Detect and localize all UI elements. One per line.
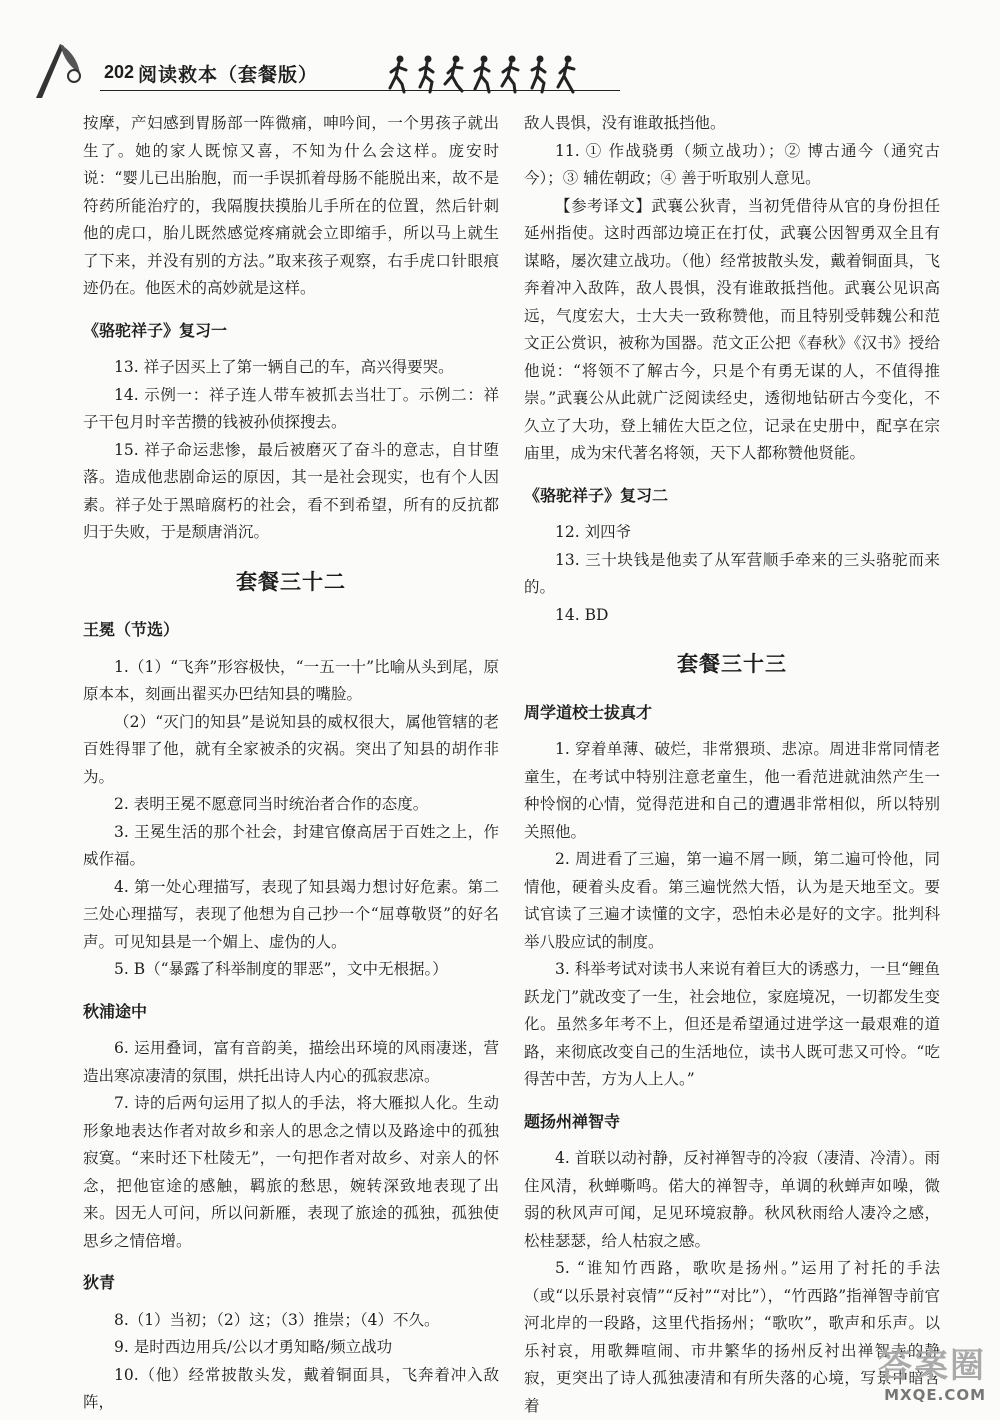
answer-paragraph: 12. 刘四爷 [555,523,632,541]
answer-paragraph: 13. 祥子因买上了第一辆自己的车，高兴得要哭。 [114,358,454,376]
answer-paragraph: 1. 穿着单薄、破烂，非常猥琐、悲凉。周进非常同情老童生，在考试中特别注意老童生，他一看范进就油然产生一种怜悯的心情，觉得范进和自己的遭遇非常相似，所以特别关照他。 [524,740,940,841]
set-title: 套餐三十三 [677,652,787,676]
section-heading: 题扬州禅智寺 [524,1111,621,1131]
answer-paragraph: 6. 运用叠词，富有音韵美，描绘出环境的风雨凄迷，营造出寒凉凄清的氛围，烘托出诗人内心的孤寂悲凉。 [83,1039,499,1085]
section-heading: 周学道校士拔真才 [524,702,653,722]
answer-paragraph: 10.（他）经常披散头发，戴着铜面具，飞奔着冲入敌阵， [83,1365,499,1411]
runner-icon [526,54,550,94]
runner-icon [470,54,494,94]
runner-icon [498,54,522,94]
answer-paragraph: 11. ① 作战骁勇（频立战功）；② 博古通今（通究古今）；③ 辅佐朝政；④ 善于听取别人意见。 [524,141,940,187]
left-column [83,110,499,1417]
answer-paragraph: 1.（1）“飞奔”形容极快，“一五一十”比喻从头到尾，原原本本，刻画出翟买办巴结知县的嘴脸。 [83,657,499,703]
answer-paragraph: 4. 第一处心理描写，表现了知县竭力想讨好危素。第二三处心理描写，表现了他想为自己抄一个“屈尊敬贤”的好名声。可见知县是一个媚上、虚伪的人。 [83,877,499,951]
answer-paragraph: 【参考译文】武襄公狄青，当初凭借待从官的身份担任延州指使。这时西部边境正在打仗，武襄公因智勇双全且有谋略，屡次建立战功。（他）经常披散头发，戴着铜面具，飞奔着冲入敌阵，敌人畏惧，没有谁敢抵挡他。武襄公见识高远，气度宏大，士大夫一致称赞他，而且特别受韩魏公和范文正公赏识，被称为国器。范文正公把《春秋》《汉书》授给他说：“将领不了解古今，只是个有勇无谋的人，不值得推崇。”武襄公从此就广泛阅读经史，透彻地钻研古今变化，不久立了大功，登上辅佐大臣之位，记录在史册中，配享在宗庙里，成为宋代著名将领，天下人都称赞他贤能。 [524,196,940,462]
answer-paragraph: 3. 王冕生活的那个社会，封建官僚高居于百姓之上，作威作福。 [83,822,499,868]
section-heading: 《骆驼祥子》复习二 [524,485,669,505]
runners-decoration [386,54,586,94]
answer-paragraph: 5. B（“暴露了科举制度的罪恶”，文中无根据。） [114,960,448,978]
answer-paragraph: 8.（1）当初；（2）这；（3）推崇；（4）不久。 [114,1310,440,1329]
set-title: 套餐三十二 [236,569,346,594]
answer-paragraph: 14. 示例一：祥子连人带车被抓去当壮丁。示例二：祥子干包月时辛苦攒的钱被孙侦探搜去。 [83,385,499,431]
quill-pen-icon [30,40,90,100]
answer-paragraph: 15. 祥子命运悲惨，最后被磨灭了奋斗的意志，自甘堕落。造成他悲剧命运的原因，其一是社会现实，也有个人因素。祥子处于黑暗腐朽的社会，看不到希望，所有的反抗都归于失败，于是颓唐消沉。 [83,440,499,541]
runner-icon [442,54,466,94]
section-heading: 《骆驼祥子》复习一 [83,320,228,340]
runner-icon [414,54,438,94]
answer-paragraph: 3. 科举考试对读书人来说有着巨大的诱惑力，一旦“鲤鱼跃龙门”就改变了一生，社会地位，家庭境况，一切都发生变化。虽然多年考不上，但还是希望通过进学这一最艰难的道路，来彻底改变自己的生活地位，读书人既可悲又可怜。“吃得苦中苦，方为人上人。” [524,960,940,1088]
book-title: 阅读救本（套餐版） [138,64,319,86]
answer-paragraph: 2. 周进看了三遍，第一遍不屑一顾，第二遍可怜他，同情他，硬着头皮看。第三遍恍然大悟，认为是天地至文。要试官读了三遍才读懂的文字，恐怕未必是好的文字。批判科举八股应试的制度。 [524,850,940,951]
answer-paragraph: 13. 三十块钱是他卖了从军营顺手牵来的三头骆驼而来的。 [524,550,940,596]
right-column [524,110,940,1420]
answer-paragraph: 2. 表明王冕不愿意同当时统治者合作的态度。 [114,795,429,813]
section-heading: 王冕（节选） [83,620,180,639]
answer-paragraph: 敌人畏惧，没有谁敢抵挡他。 [524,114,726,132]
watermark [822,1338,992,1408]
runner-icon [554,54,578,94]
answer-paragraph: 9. 是时西边用兵/公以才勇知略/频立战功 [114,1338,393,1356]
answer-paragraph: （2）“灭门的知县”是说知县的威权很大，属他管辖的老百姓得罪了他，就有全家被杀的灾祸。突出了知县的胡作非为。 [83,712,499,786]
runner-icon [386,54,410,94]
answer-paragraph: 按摩，产妇感到胃肠部一阵微痛，呻吟间，一个男孩子就出生了。她的家人既惊又喜，不知为什么会这样。庞安时说：“婴儿已出胎胞，而一手误抓着母肠不能脱出来，故不是符药所能治疗的，我隔腹扶摸胎儿手所在的位置，然后针刺他的虎口，胎儿既然感觉疼痛就会立即缩手，所以马上就生了下来，并没有别的方法。”取来孩子观察，右手虎口针眼痕迹仍在。他医术的高妙就是这样。 [83,114,499,297]
watermark-site: MXQE.COM [884,1386,986,1404]
watermark-logo: 答案圈 [878,1346,986,1386]
answer-paragraph: 5. “谁知竹西路，歌吹是扬州。”运用了衬托的手法（或“以乐景衬哀情”“反衬”“对比”），“竹西路”指禅智寺前官河北岸的一段路，这里代指扬州；“歌吹”，歌声和乐声。以乐衬哀，用歌舞喧闹、市井繁华的扬州反衬出禅智寺的静寂，更突出了诗人孤独凄清和有所失落的心境，写景中暗含着 [524,1259,940,1415]
page-header [30,40,590,100]
header-rule [100,90,620,91]
answer-paragraph: 4. 首联以动衬静，反衬禅智寺的冷寂（凄清、冷清）。雨住风清，秋蝉嘶鸣。偌大的禅智寺，单调的秋蝉声如噪，微弱的秋风声可闻，足见环境寂静。秋风秋雨给人凄冷之感，松桂瑟瑟，给人枯寂之感。 [524,1149,940,1250]
section-heading: 秋浦途中 [83,1001,148,1021]
answer-paragraph: 7. 诗的后两句运用了拟人的手法，将大雁拟人化。生动形象地表达作者对故乡和亲人的思念之情以及路途中的孤独寂寞。“来时还下杜陵无”，一句把作者对故乡、对亲人的怀念，把他宦途的感触，羁旅的愁思，婉转深致地表现了出来。因无人可问，所以问新雁，表现了旅途的孤独，孤独使思乡之情倍增。 [83,1094,499,1250]
answer-paragraph: 14. BD [555,605,609,624]
section-heading: 狄青 [83,1273,116,1292]
page-number: 202 [104,62,135,82]
